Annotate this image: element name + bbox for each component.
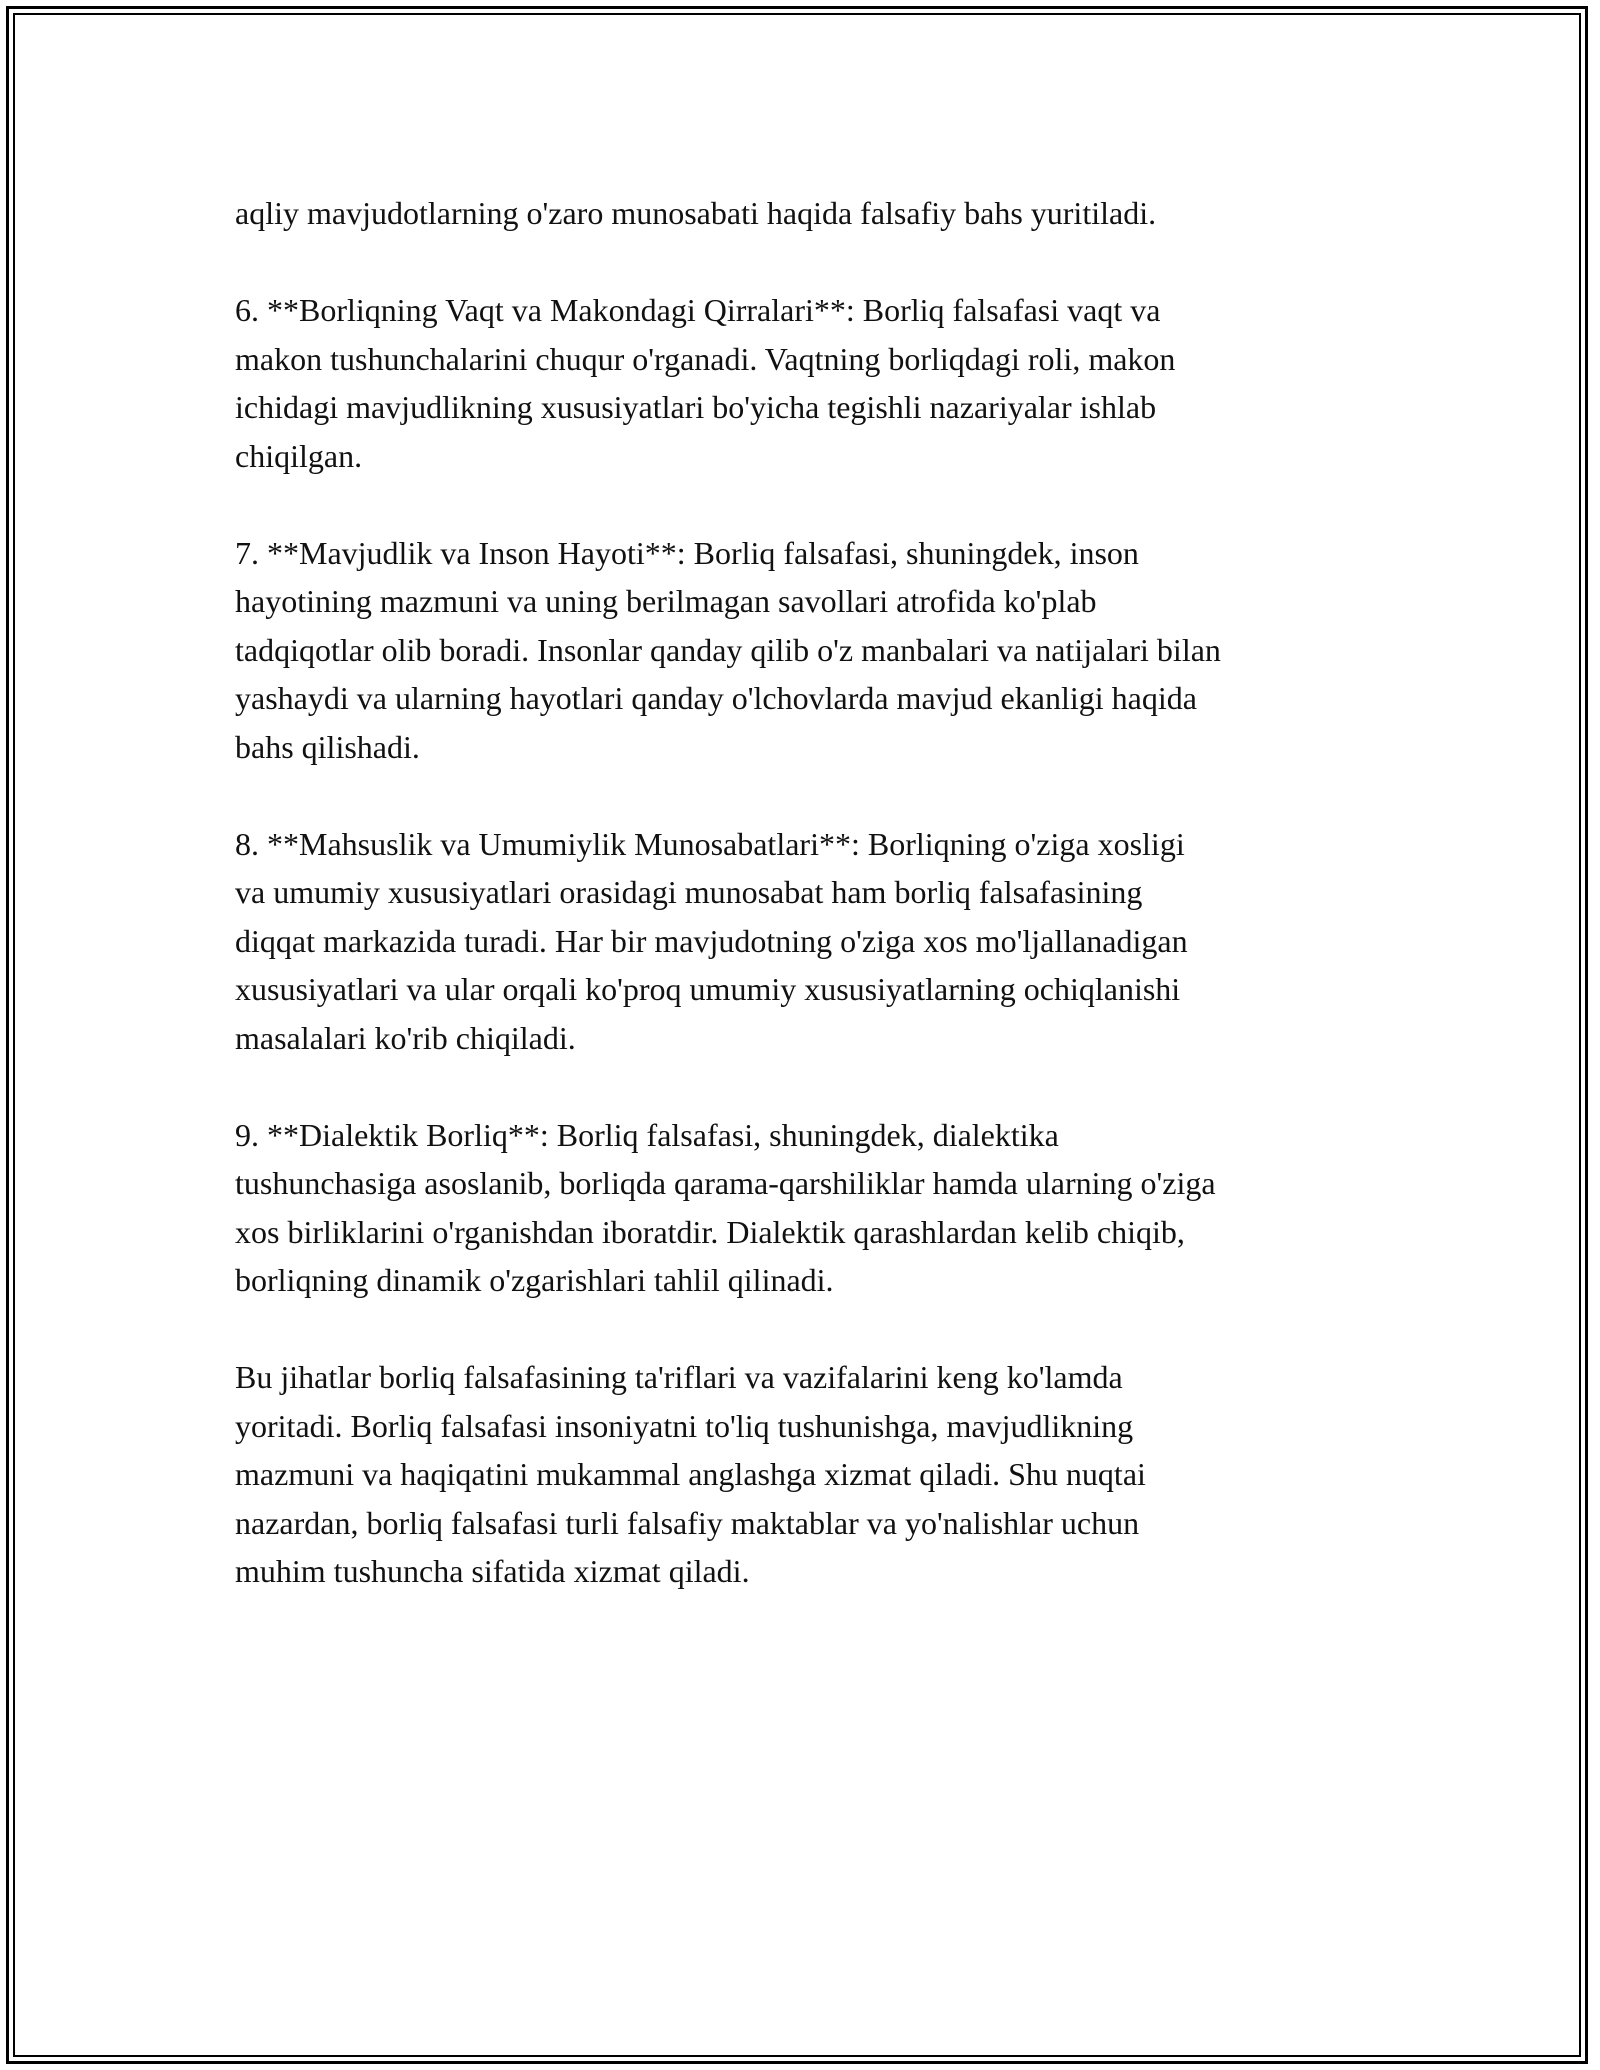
paragraph-item-6: 6. **Borliqning Vaqt va Makondagi Qirralari**: Borliq falsafasi vaqt va makon tushunchalarini chuqur o'rganadi. Vaqtning borliqdagi roli, makon ichidagi mavjudlikning xususiyatlari bo'yicha tegishli nazariyalar ishlab chiqilgan. [235, 292, 1176, 474]
paragraph-item-8: 8. **Mahsuslik va Umumiylik Munosabatlari**: Borliqning o'ziga xosligi va umumiy xususiyatlari orasidagi munosabat ham borliq falsafasining diqqat markazida turadi. Har bir mavjudotning o'ziga xos mo'ljallanadigan xususiyatlari va ular orqali ko'proq umumiy xususiyatlarning ochiqlanishi masalalari ko'rib chiqiladi. [235, 825, 1188, 1056]
paragraph-item-7: 7. **Mavjudlik va Inson Hayoti**: Borliq falsafasi, shuningdek, inson hayotining mazmuni va uning berilmagan savollari atrofida ko'plab tadqiqotlar olib boradi. Insonlar qanday qilib o'z manbalari va natijalari bilan yashaydi va ularning hayotlari qanday o'lchovlarda mavjud ekanligi haqida bahs qilishadi. [235, 534, 1221, 765]
paragraph-conclusion: Bu jihatlar borliq falsafasining ta'riflari va vazifalarini keng ko'lamda yoritadi. Borliq falsafasi insoniyatni to'liq tushunishga, mavjudlikning mazmuni va haqiqatini mukammal anglashga xizmat qiladi. Shu nuqtai nazardan, borliq falsafasi turli falsafiy maktablar va yo'nalishlar uchun muhim tushuncha sifatida xizmat qiladi. [235, 1359, 1146, 1589]
paragraph-continuation: aqliy mavjudotlarning o'zaro munosabati haqida falsafiy bahs yuritiladi. [235, 195, 1157, 231]
document-body [235, 189, 1370, 1644]
paragraph-item-9: 9. **Dialektik Borliq**: Borliq falsafasi, shuningdek, dialektika tushunchasiga asoslanib, borliqda qarama-qarshiliklar hamda ularning o'ziga xos birliklarini o'rganishdan iboratdir. Dialektik qarashlardan kelib chiqib, borliqning dinamik o'zgarishlari tahlil qilinadi. [235, 1116, 1216, 1298]
